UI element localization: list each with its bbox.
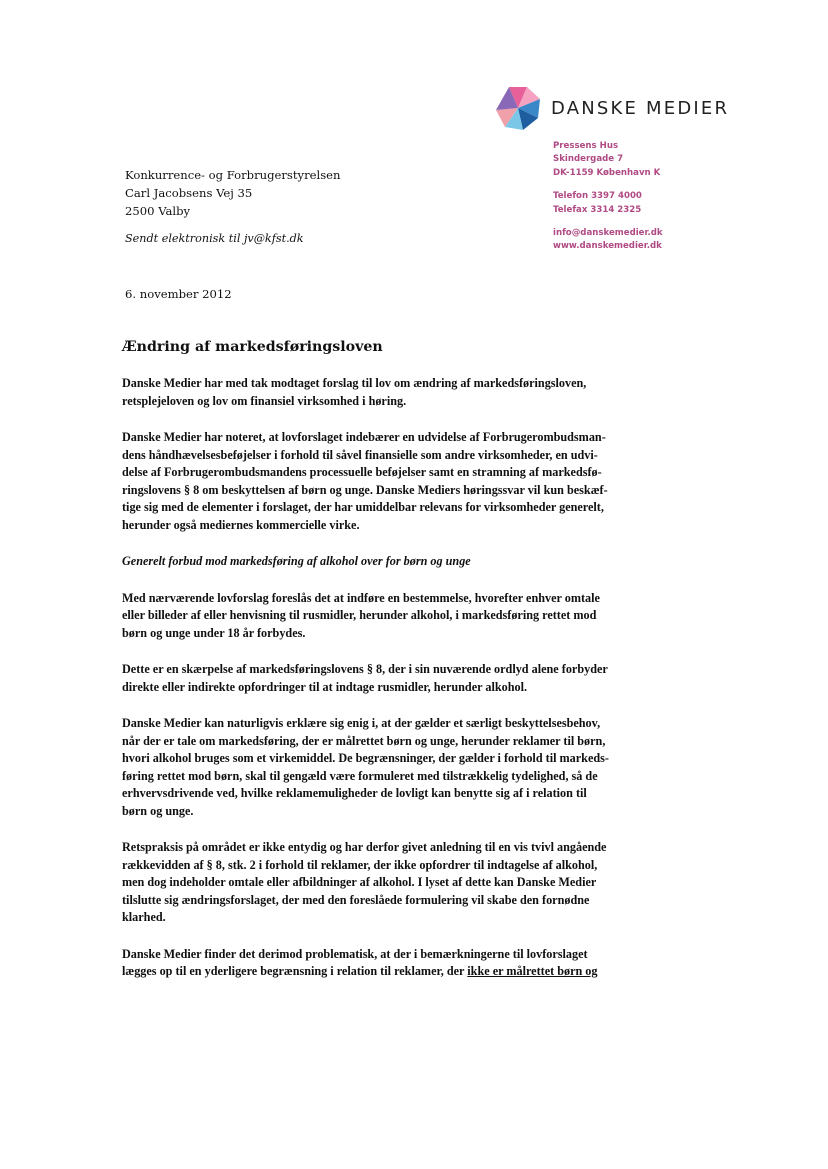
paragraph-line: men dog indeholder omtale eller afbildninger af alkohol. I lyset af dette kan Danske Medier bbox=[122, 875, 597, 889]
paragraph-line: rækkevidden af § 8, stk. 2 i forhold til reklamer, der ikke opfordrer til indtagelse af alkohol, bbox=[122, 857, 598, 872]
paragraph-line: Dette er en skærpelse af markedsføringslovens § 8, der i sin nuværende ordlyd alene forbyder bbox=[122, 662, 608, 676]
paragraph-line: ringslovens § 8 om beskyttelsen af børn og unge. Danske Mediers høringssvar vil kun beskæf- bbox=[122, 482, 608, 497]
paragraph-text: lægges op til en yderligere begrænsning i relation til reklamer, der bbox=[122, 964, 468, 978]
paragraph-line: Danske Medier kan naturligvis erklære sig enig i, at der gælder et særligt beskyttelsesbehov, bbox=[122, 716, 601, 730]
recipient-line-1: Konkurrence- og Forbrugerstyrelsen bbox=[125, 168, 341, 182]
paragraph-line: Med nærværende lovforslag foreslås det at indføre en bestemmelse, hvorefter enhver omtale bbox=[122, 590, 600, 605]
paragraph-5 bbox=[122, 715, 662, 820]
paragraph-line: Danske Medier har med tak modtaget forslag til lov om ændring af markedsføringsloven, bbox=[122, 376, 587, 390]
recipient-address-block bbox=[125, 166, 340, 220]
recipient-line-3: 2500 Valby bbox=[125, 204, 191, 218]
sender-phone: Telefon 3397 4000 bbox=[553, 191, 642, 202]
paragraph-line: delse af Forbrugerombudsmandens processuelle beføjelser samt en stramning af markedsfø- bbox=[122, 465, 602, 479]
paragraph-line: retsplejeloven og lov om finansiel virksomhed i høring. bbox=[122, 393, 407, 408]
sender-email: info@danskemedier.dk bbox=[553, 228, 663, 239]
logo-wordmark: DANSKE MEDIER bbox=[551, 97, 730, 119]
paragraph-line: når der er tale om markedsføring, der er målrettet børn og unge, herunder reklamer til børn, bbox=[122, 733, 606, 748]
paragraph-line: Retspraksis på området er ikke entydig og har derfor givet anledning til en vis tvivl angående bbox=[122, 840, 607, 854]
paragraph-line: Danske Medier finder det derimod problematisk, at der i bemærkningerne til lovforslaget bbox=[122, 946, 588, 961]
paragraph-line: herunder også mediernes kommercielle virke. bbox=[122, 517, 360, 532]
paragraph-line: føring rettet mod børn, skal til gengæld være formuleret med tilstrækkelig tydelighed, så de bbox=[122, 768, 598, 783]
paragraph-6 bbox=[122, 839, 662, 927]
paragraph-1 bbox=[122, 375, 662, 410]
sender-line-3: DK-1159 København K bbox=[553, 167, 661, 178]
sender-fax: Telefax 3314 2325 bbox=[553, 204, 642, 215]
paragraph-line bbox=[122, 963, 662, 981]
paragraph-line: direkte eller indirekte opfordringer til at indtage rusmidler, herunder alkohol. bbox=[122, 679, 528, 694]
paragraph-line: erhvervsdrivende ved, hvilke reklamemuligheder de lovligt kan benytte sig af i relation til bbox=[122, 786, 587, 800]
paragraph-4 bbox=[122, 661, 662, 696]
sent-electronically-note: Sendt elektronisk til jv@kfst.dk bbox=[125, 232, 304, 245]
sender-line-1: Pressens Hus bbox=[553, 141, 619, 151]
letter-title: Ændring af markedsføringsloven bbox=[122, 339, 383, 355]
logo-mark-icon bbox=[493, 83, 543, 133]
section-subheading: Generelt forbud mod markedsføring af alkohol over for børn og unge bbox=[122, 554, 471, 568]
paragraph-line: tige sig med de elementer i forslaget, der har umiddelbar relevans for virksomheder generelt, bbox=[122, 500, 604, 514]
paragraph-line: tilslutte sig ændringsforslaget, der med den foreslåede formulering vil skabe den fornødne bbox=[122, 892, 590, 907]
sender-line-2: Skindergade 7 bbox=[553, 154, 624, 165]
letter-date: 6. november 2012 bbox=[125, 287, 232, 301]
paragraph-line: hvori alkohol bruges som et virkemiddel. De begrænsninger, der gælder i forhold til markeds- bbox=[122, 751, 609, 765]
sender-address-block bbox=[553, 140, 663, 254]
paragraph-line: eller billeder af eller henvisning til rusmidler, herunder alkohol, i markedsføring rettet mod bbox=[122, 608, 597, 622]
paragraph-line: klarhed. bbox=[122, 910, 166, 924]
recipient-line-2: Carl Jacobsens Vej 35 bbox=[125, 186, 253, 200]
paragraph-line: børn og unge under 18 år forbydes. bbox=[122, 625, 306, 640]
paragraph-line: Danske Medier har noteret, at lovforslaget indebærer en udvidelse af Forbrugerombudsman- bbox=[122, 430, 606, 444]
paragraph-3 bbox=[122, 590, 662, 643]
paragraph-line: dens håndhævelsesbeføjelser i forhold til såvel finansielle som andre virksomheder, en udvi- bbox=[122, 447, 598, 462]
paragraph-2 bbox=[122, 429, 662, 534]
danske-medier-logo bbox=[493, 83, 729, 133]
underlined-text: ikke er målrettet børn og bbox=[467, 964, 598, 978]
paragraph-line: børn og unge. bbox=[122, 803, 194, 818]
paragraph-7 bbox=[122, 946, 662, 981]
sender-website: www.danskemedier.dk bbox=[553, 241, 662, 252]
letter-body bbox=[122, 375, 662, 1000]
